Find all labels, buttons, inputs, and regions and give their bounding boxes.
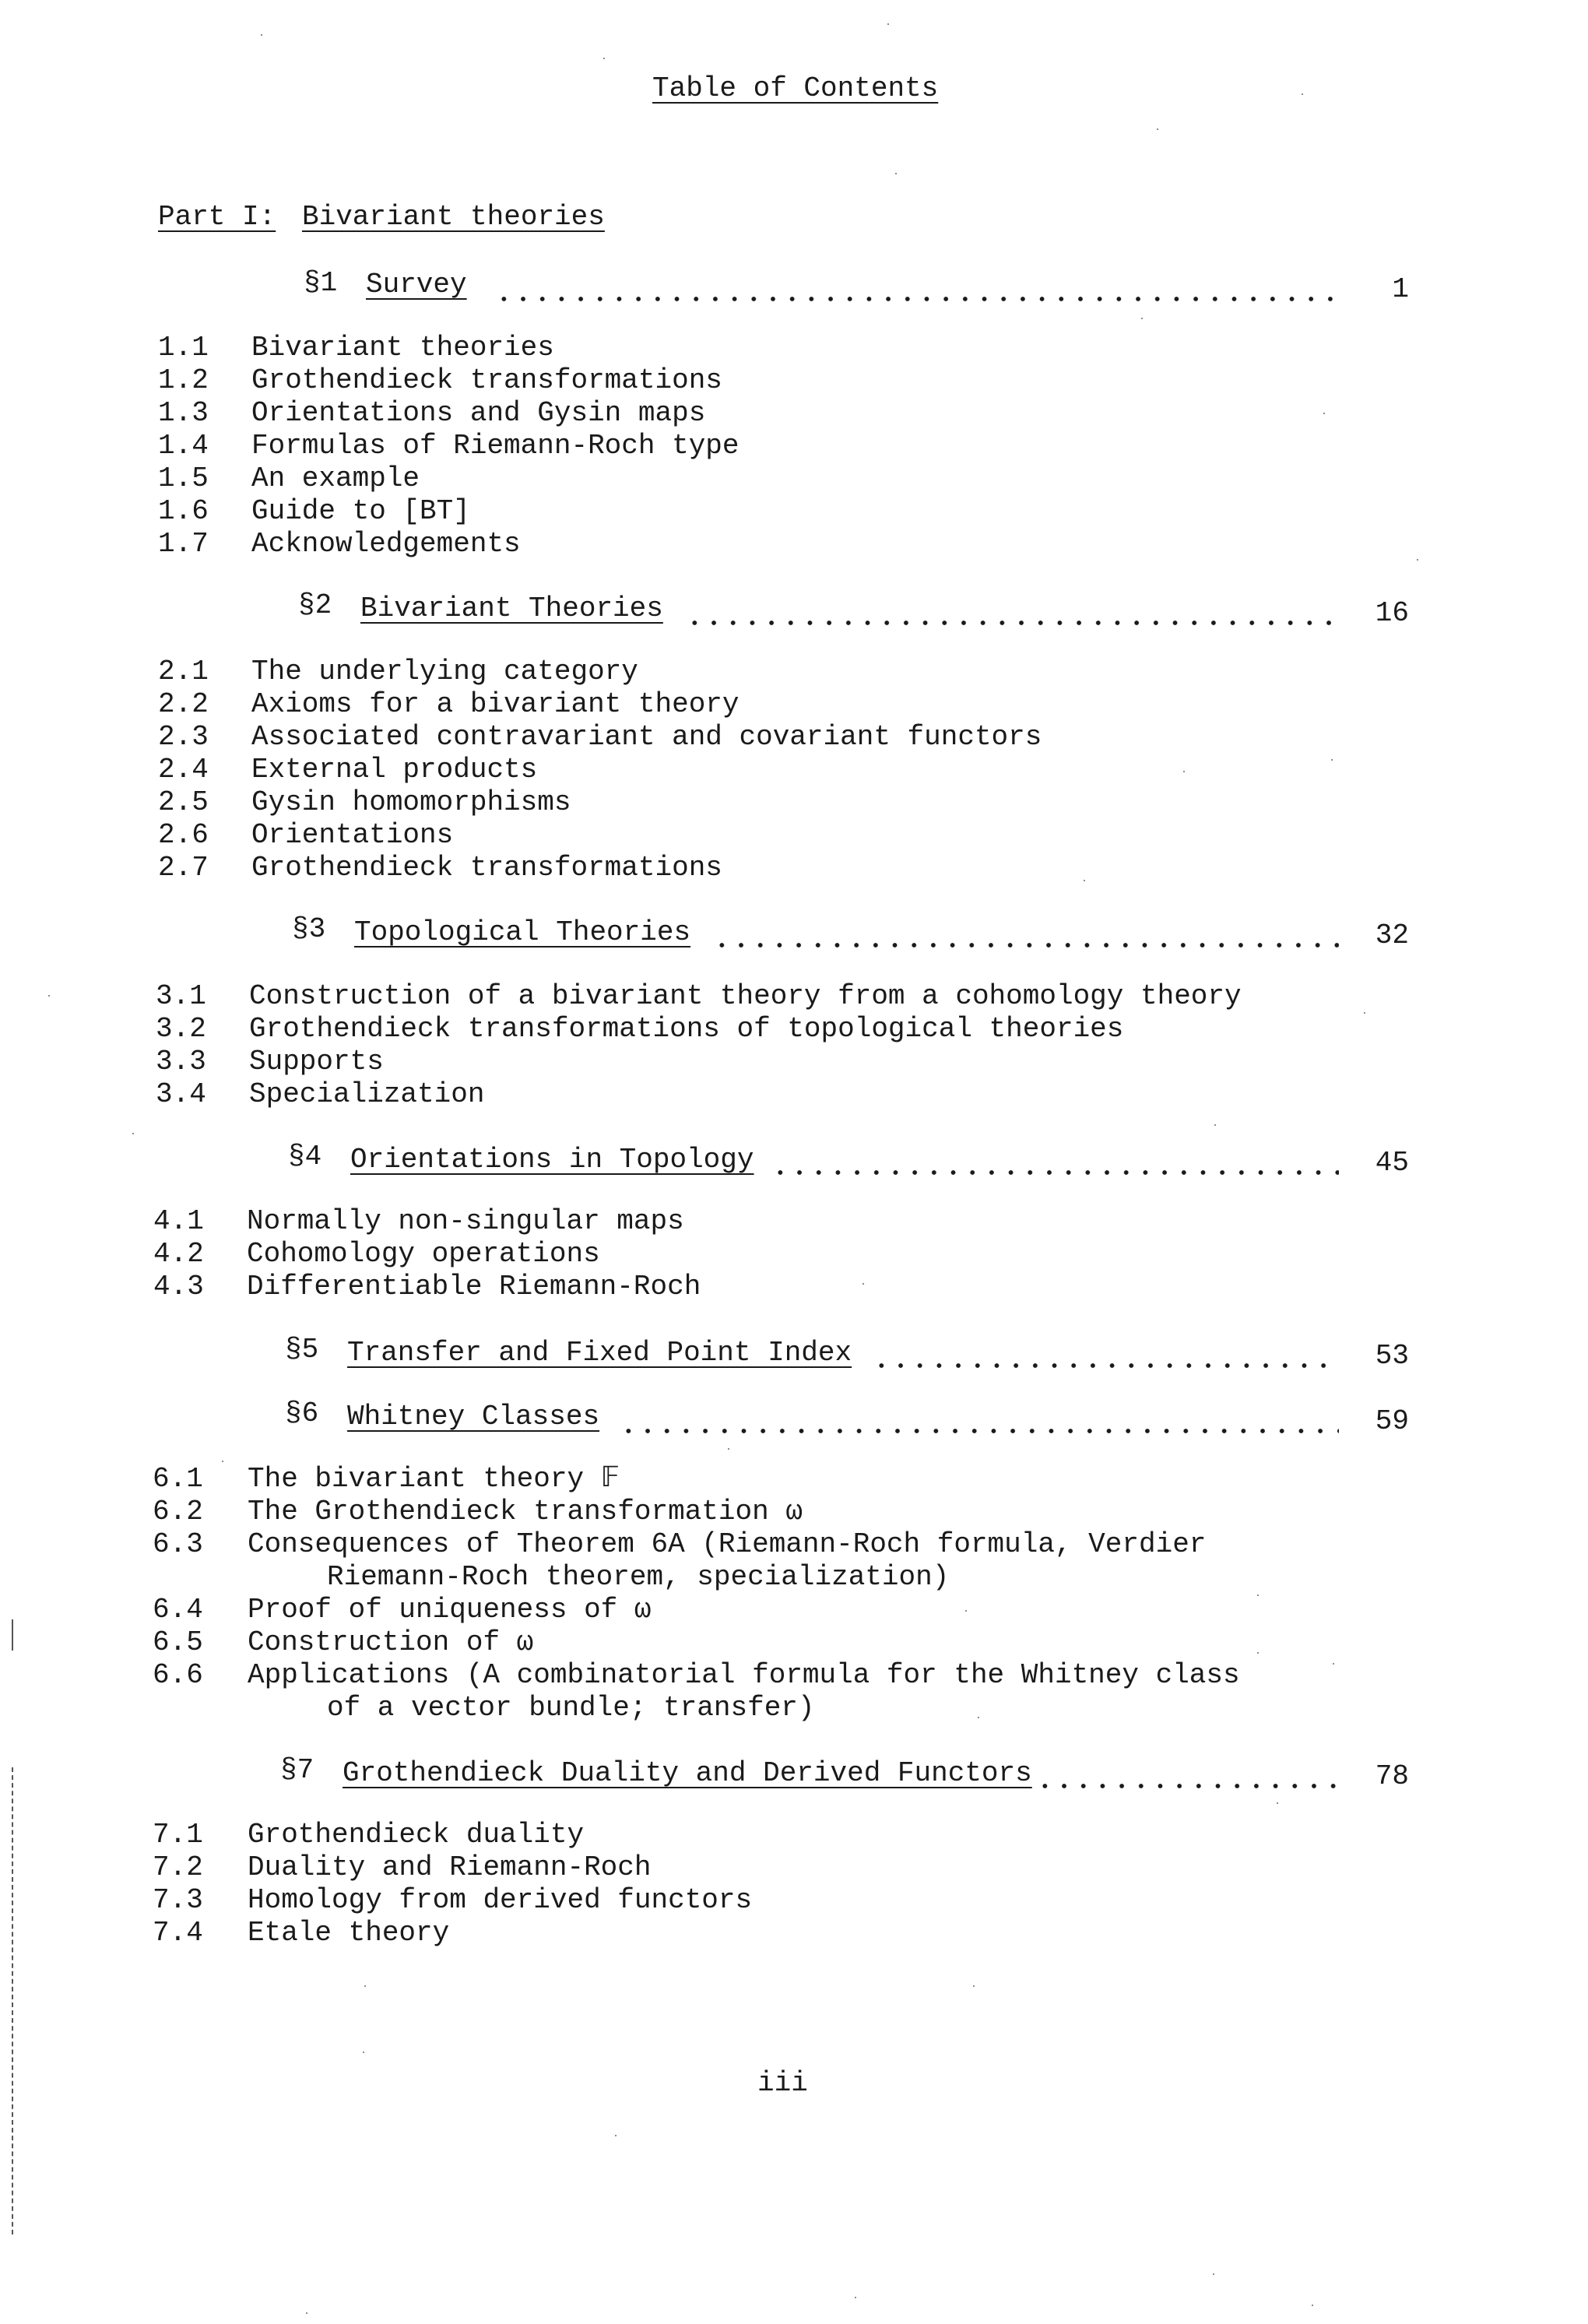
scan-speck (306, 2312, 307, 2314)
section-number: 7.3 (153, 1884, 203, 1916)
leader-dots (685, 598, 1339, 629)
scan-edge-line (12, 1619, 13, 1651)
section-title[interactable]: An example (251, 462, 420, 494)
scan-speck (1364, 1012, 1365, 1014)
scan-speck (1257, 1652, 1259, 1654)
section-title[interactable]: Cohomology operations (247, 1238, 600, 1270)
section-title[interactable]: Orientations (251, 819, 454, 851)
section-title[interactable]: Duality and Riemann-Roch (248, 1851, 652, 1883)
section-number: 4.2 (153, 1238, 204, 1270)
scan-speck (1312, 2305, 1313, 2306)
section-title[interactable]: Proof of uniqueness of ω (248, 1594, 652, 1626)
section-number: 2.6 (158, 819, 209, 851)
section-number: 6.3 (153, 1528, 203, 1560)
chapter-symbol: §6 (285, 1398, 319, 1429)
scan-speck (261, 34, 262, 36)
section-number: 4.3 (153, 1271, 204, 1303)
section-title[interactable]: Guide to [BT] (251, 495, 470, 527)
section-title[interactable]: Construction of a bivariant theory from a cohomology theory (249, 980, 1242, 1012)
page-number: 1 (1392, 273, 1409, 305)
scan-speck (728, 1448, 729, 1450)
section-title[interactable]: Normally non-singular maps (247, 1205, 684, 1237)
section-title[interactable]: Homology from derived functors (248, 1884, 753, 1916)
scan-speck (132, 1133, 134, 1134)
chapter-symbol: §3 (292, 913, 326, 945)
section-title[interactable]: Differentiable Riemann-Roch (247, 1271, 701, 1303)
scan-speck (855, 2297, 856, 2298)
section-number: 1.6 (158, 495, 209, 527)
part-label: Part I: (158, 201, 276, 233)
section-number: 6.2 (153, 1496, 203, 1528)
section-number: 2.1 (158, 656, 209, 687)
scan-speck (1183, 771, 1185, 772)
scan-speck (615, 2135, 617, 2136)
section-number: 1.3 (158, 397, 209, 429)
section-number: 2.4 (158, 754, 209, 786)
page-number: 32 (1375, 919, 1409, 951)
scan-speck (1417, 559, 1418, 561)
section-number: 1.1 (158, 332, 209, 364)
section-title[interactable]: Acknowledgements (251, 528, 521, 560)
section-title[interactable]: Grothendieck transformations (251, 364, 722, 396)
leader-dots (712, 920, 1339, 951)
scan-speck (1213, 2273, 1214, 2275)
section-title[interactable]: Orientations and Gysin maps (251, 397, 706, 429)
section-number: 6.4 (153, 1594, 203, 1626)
chapter-title[interactable]: Topological Theories (354, 916, 691, 948)
leader-dots (771, 1148, 1339, 1179)
section-title[interactable]: The Grothendieck transformation ω (248, 1496, 803, 1528)
scan-speck (1214, 1124, 1216, 1126)
scan-speck (887, 23, 889, 25)
scan-speck (978, 1717, 979, 1718)
chapter-title[interactable]: Bivariant Theories (360, 592, 663, 624)
scan-speck (48, 995, 50, 997)
scan-speck (965, 1610, 967, 1612)
section-number: 1.5 (158, 462, 209, 494)
section-number: 6.1 (153, 1463, 203, 1495)
leader-dots (494, 274, 1339, 305)
section-number: 3.3 (156, 1046, 206, 1078)
chapter-symbol: §1 (304, 267, 338, 299)
section-number: 1.7 (158, 528, 209, 560)
section-number: 6.5 (153, 1626, 203, 1658)
section-title[interactable]: Construction of ω (248, 1626, 534, 1658)
section-title[interactable]: Consequences of Theorem 6A (Riemann-Roch formula, Verdier (248, 1528, 1207, 1560)
scan-speck (364, 1985, 366, 1987)
section-number: 3.1 (156, 980, 206, 1012)
section-title[interactable]: Grothendieck duality (248, 1819, 585, 1851)
chapter-title[interactable]: Whitney Classes (347, 1401, 600, 1433)
scan-speck (1323, 413, 1325, 414)
scan-speck (1331, 759, 1333, 761)
section-title[interactable]: External products (251, 754, 538, 786)
section-title[interactable]: Grothendieck transformations (251, 852, 722, 884)
page-number: 53 (1375, 1340, 1409, 1372)
scan-speck (895, 173, 897, 174)
section-title[interactable]: Applications (A combinatorial formula for the Whitney class (248, 1659, 1240, 1691)
section-number: 3.4 (156, 1078, 206, 1110)
page-number: 16 (1375, 597, 1409, 629)
page-title: Table of Contents (652, 72, 939, 104)
section-number: 7.4 (153, 1917, 203, 1949)
section-number: 7.1 (153, 1819, 203, 1851)
scan-speck (222, 1461, 223, 1462)
scan-speck (1333, 1663, 1334, 1665)
scan-speck (1084, 880, 1085, 881)
section-title[interactable]: Supports (249, 1046, 384, 1078)
section-title[interactable]: Specialization (249, 1078, 485, 1110)
scan-speck (863, 1283, 864, 1285)
section-number: 2.3 (158, 721, 209, 753)
chapter-title[interactable]: Orientations in Topology (350, 1144, 754, 1176)
leader-dots (872, 1341, 1339, 1372)
page-number: 59 (1375, 1405, 1409, 1437)
chapter-title[interactable]: Survey (366, 269, 467, 301)
chapter-symbol: §5 (285, 1334, 319, 1366)
page-number: 78 (1375, 1760, 1409, 1792)
scan-speck (1277, 1802, 1278, 1804)
section-title[interactable]: The bivariant theory 𝔽 (248, 1463, 620, 1495)
section-title[interactable]: Gysin homomorphisms (251, 786, 571, 818)
section-title[interactable]: Grothendieck transformations of topological theories (249, 1013, 1124, 1045)
footer-page-number: iii (757, 2067, 808, 2099)
chapter-symbol: §7 (280, 1754, 314, 1786)
section-number: 1.2 (158, 364, 209, 396)
scan-speck (1257, 1594, 1259, 1596)
scan-speck (1302, 93, 1303, 95)
page-number: 45 (1375, 1147, 1409, 1179)
scan-speck (603, 58, 605, 59)
chapter-title[interactable]: Transfer and Fixed Point Index (347, 1337, 852, 1369)
section-title[interactable]: Axioms for a bivariant theory (251, 688, 740, 720)
section-title[interactable]: The underlying category (251, 656, 638, 687)
chapter-symbol: §2 (298, 589, 332, 621)
section-number: 3.2 (156, 1013, 206, 1045)
section-number: 2.7 (158, 852, 209, 884)
section-title[interactable]: Bivariant theories (251, 332, 554, 364)
section-number: 2.2 (158, 688, 209, 720)
chapter-title[interactable]: Grothendieck Duality and Derived Functors (343, 1757, 1032, 1789)
section-number: 7.2 (153, 1851, 203, 1883)
chapter-symbol: §4 (288, 1141, 322, 1173)
scan-edge-line (12, 1767, 13, 2234)
section-number: 2.5 (158, 786, 209, 818)
section-title[interactable]: Associated contravariant and covariant functors (251, 721, 1042, 753)
scan-speck (973, 1985, 975, 1987)
section-number: 1.4 (158, 430, 209, 462)
section-number: 4.1 (153, 1205, 204, 1237)
leader-dots (619, 1406, 1339, 1437)
section-title[interactable]: Formulas of Riemann-Roch type (251, 430, 740, 462)
scan-speck (1141, 318, 1143, 319)
section-title-continuation: Riemann-Roch theorem, specialization) (327, 1561, 950, 1593)
section-number: 6.6 (153, 1659, 203, 1691)
section-title[interactable]: Etale theory (248, 1917, 450, 1949)
leader-dots (1035, 1761, 1339, 1792)
scan-speck (1157, 128, 1158, 130)
section-title-continuation: of a vector bundle; transfer) (327, 1692, 815, 1724)
part-title: Bivariant theories (302, 201, 605, 233)
scan-speck (363, 2052, 364, 2053)
